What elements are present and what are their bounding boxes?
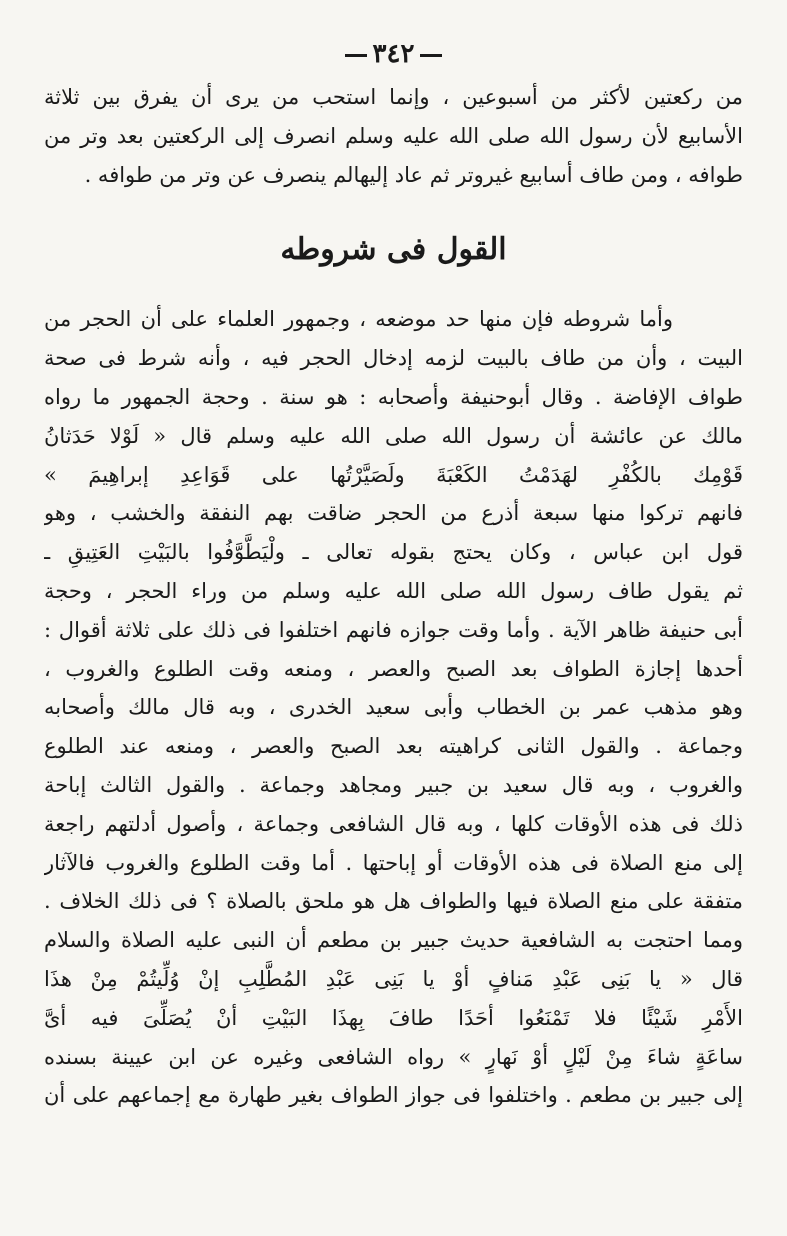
- text-line: قول ابن عباس ، وكان يحتج بقوله تعالى ـ ولْيَطَّوَّفُوا بالبَيْتِ العَتِيقِ ـ: [44, 540, 743, 565]
- text-line: وأما شروطه فإن منها حد موضعه ، وجمهور العلماء على أن الحجر من: [44, 307, 673, 332]
- text-line: وجماعة . والقول الثانى كراهيته بعد الصبح والعصر ، ومنعه عند الطلوع: [44, 734, 743, 759]
- section-title: القول فى شروطه: [280, 232, 507, 268]
- text-line: ذلك فى هذه الأوقات كلها ، وبه قال الشافعى وجماعة ، وأصول أدلتهم راجعة: [44, 811, 743, 836]
- text-line: متفقة على منع الصلاة فيها والطواف هل هو ملحق بالصلاة ؟ فى ذلك الخلاف .: [44, 889, 743, 914]
- page-number-text: ٣٤٢: [372, 39, 415, 69]
- page-number: [339, 30, 449, 78]
- text-line: من ركعتين لأكثر من أسبوعين ، وإنما استحب من يرى أن يفرق بين ثلاثة: [44, 85, 743, 109]
- text-line: إلى جبير بن مطعم . واختلفوا فى جواز الطواف بغير طهارة مع إجماعهم على أن: [44, 1083, 743, 1108]
- text-line: والغروب ، وبه قال سعيد بن جبير ومجاهد وجماعة . والقول الثالث إباحة: [44, 772, 743, 797]
- page-number-dash-left: [345, 54, 367, 57]
- text-line: ثم يقول طاف رسول الله صلى الله عليه وسلم من وراء الحجر ، وحجة: [44, 578, 743, 603]
- text-line: إلى منع الصلاة فى هذه الأوقات أو إباحتها . أما وقت الطلوع والغروب فالآثار: [44, 850, 743, 875]
- text-line: فانهم تركوا منها سبعة أذرع من الحجر ضاقت بهم النفقة والخشب ، وهو: [44, 501, 743, 526]
- text-line: أبى حنيفة ظاهر الآية . وأما وقت جوازه فانهم اختلفوا فى ذلك على ثلاثة أقوال :: [44, 617, 743, 642]
- text-line: الأسابيع لأن رسول الله صلى الله عليه وسلم انصرف إلى الركعتين بعد وتر من: [44, 123, 743, 148]
- text-line: البيت ، وأن من طاف بالبيت لزمه إدخال الحجر فيه ، وأنه شرط فى صحة: [44, 346, 743, 371]
- text-line: طوافه ، ومن طاف أسابيع غيروتر ثم عاد إليهالم ينصرف عن وتر من طوافه .: [84, 162, 743, 187]
- text-line: ساعَةٍ شاءَ مِنْ لَيْلٍ أوْ نَهارٍ » رواه الشافعى وغيره عن ابن عيينة بسنده: [44, 1044, 743, 1069]
- text-line: قال « يا بَنِى عَبْدِ مَنافٍ أوْ يا بَنِى عَبْدِ المُطَّلِبِ إنْ وُلِّيتُمْ مِنْ هذَا: [44, 966, 743, 991]
- intro-paragraph: [44, 78, 743, 194]
- text-line: وهو مذهب عمر بن الخطاب وأبى سعيد الخدرى ، وبه قال مالك وأصحابه: [44, 695, 743, 720]
- text-line: ومما احتجت به الشافعية حديث جبير بن مطعم أن النبى عليه الصلاة والسلام: [44, 928, 743, 953]
- text-line: أحدها إجازة الطواف بعد الصبح والعصر ، ومنعه وقت الطلوع والغروب ،: [44, 656, 743, 681]
- text-line: طواف الإفاضة . وقال أبوحنيفة وأصحابه : هو سنة . وحجة الجمهور ما رواه: [44, 384, 743, 409]
- text-line: قَوْمِك بالكُفْرِ لهَدَمْتُ الكَعْبَةَ ولَصَيَّرْتُها على قَوَاعِدِ إبراهِيمَ »: [44, 462, 743, 487]
- text-line: الأَمْرِ شَيْئًا فلا تَمْنَعُوا أحَدًا طافَ بِهذَا البَيْتِ أنْ يُصَلِّىَ فيه أىَّ: [44, 1005, 743, 1030]
- page-header: [44, 30, 743, 78]
- text-line: مالك عن عائشة أن رسول الله صلى الله عليه وسلم قال « لَوْلا حَدَثانُ: [44, 423, 743, 448]
- page-number-dash-right: [420, 54, 442, 57]
- body-paragraph: [44, 300, 743, 1115]
